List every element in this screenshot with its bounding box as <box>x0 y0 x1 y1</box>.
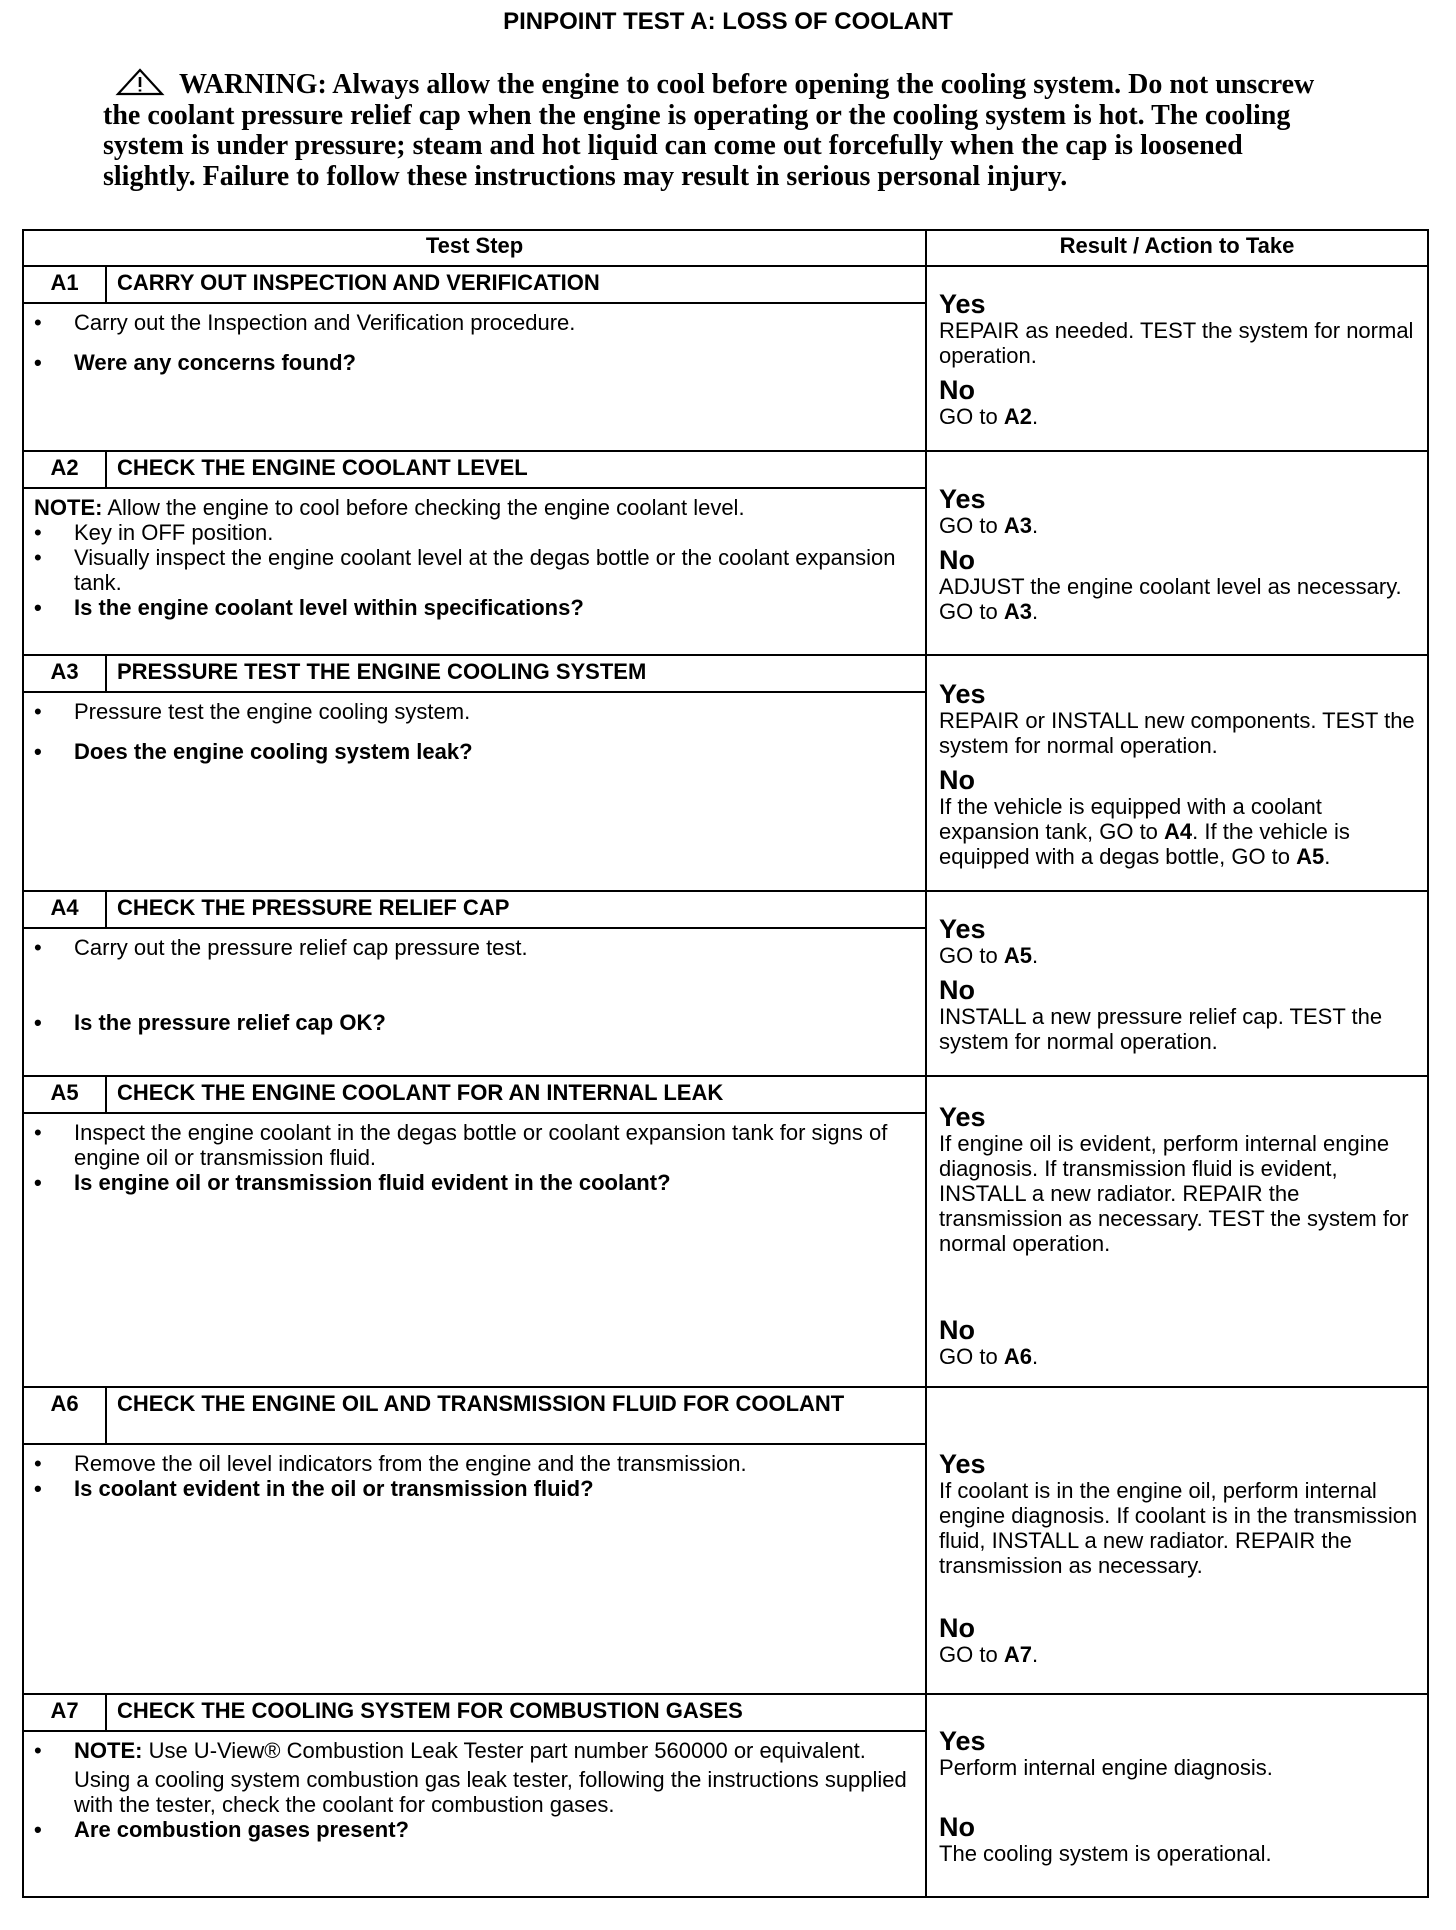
step-a4-body <box>23 928 926 1076</box>
step-title: CHECK THE ENGINE COOLANT LEVEL <box>106 451 926 488</box>
step-a3-result <box>926 655 1428 891</box>
step-a5-body <box>23 1113 926 1387</box>
step-question: • Is the pressure relief cap OK? <box>34 1010 913 1035</box>
step-code: A6 <box>23 1387 106 1444</box>
step-a7-result <box>926 1694 1428 1897</box>
step-a2-body <box>23 488 926 655</box>
step-note: NOTE: Allow the engine to cool before checking the engine coolant level. <box>34 495 745 520</box>
step-question: • Are combustion gases present? <box>34 1817 913 1842</box>
step-code: A2 <box>23 451 106 488</box>
step-title: CARRY OUT INSPECTION AND VERIFICATION <box>106 266 926 303</box>
step-title: CHECK THE PRESSURE RELIEF CAP <box>106 891 926 928</box>
yes-label: Yes <box>939 1726 986 1756</box>
list-item: • Carry out the Inspection and Verification procedure. <box>34 310 913 335</box>
step-a6-result <box>926 1387 1428 1694</box>
no-action: GO to A6. <box>939 1343 1039 1369</box>
pinpoint-test-table <box>22 229 1429 1898</box>
yes-action: If coolant is in the engine oil, perform internal engine diagnosis. If coolant is in the transmission fluid, INSTALL a new radiator. REPAIR the transmission as necessary. <box>939 1478 1418 1578</box>
header-result: Result / Action to Take <box>926 230 1428 266</box>
no-action: INSTALL a new pressure relief cap. TEST the system for normal operation. <box>939 1004 1383 1054</box>
no-label: No <box>939 375 976 405</box>
yes-label: Yes <box>939 1101 986 1132</box>
step-a4-title-row <box>23 891 1428 928</box>
step-title: CHECK THE ENGINE COOLANT FOR AN INTERNAL LEAK <box>106 1076 926 1113</box>
yes-action: If engine oil is evident, perform internal engine diagnosis. If transmission fluid is evident, INSTALL a new radiator. REPAIR the transmission as necessary. TEST the system for normal operation. <box>939 1130 1409 1256</box>
yes-action: REPAIR or INSTALL new components. TEST the system for normal operation. <box>939 707 1415 758</box>
no-label: No <box>939 975 976 1005</box>
list-item: • Remove the oil level indicators from the engine and the transmission. <box>34 1451 913 1476</box>
no-label: No <box>939 764 976 795</box>
step-code: A1 <box>23 266 106 303</box>
step-a7-title-row <box>23 1694 1428 1731</box>
step-title: PRESSURE TEST THE ENGINE COOLING SYSTEM <box>106 655 926 692</box>
step-a5-title-row <box>23 1076 1428 1113</box>
list-item: • Inspect the engine coolant in the degas bottle or coolant expansion tank for signs of engine oil or transmission fluid. <box>34 1120 913 1170</box>
step-code: A3 <box>23 655 106 692</box>
yes-label: Yes <box>939 1449 986 1479</box>
no-label: No <box>939 1314 976 1345</box>
no-action: ADJUST the engine coolant level as necessary. GO to A3. <box>939 573 1402 624</box>
step-question: • Were any concerns found? <box>34 350 913 375</box>
no-label: No <box>939 1812 976 1842</box>
table-header-row <box>23 230 1428 266</box>
yes-action: Perform internal engine diagnosis. <box>939 1755 1273 1780</box>
list-item: • Visually inspect the engine coolant level at the degas bottle or the coolant expansion tank. <box>34 545 913 595</box>
no-label: No <box>939 544 976 575</box>
list-item: • Carry out the pressure relief cap pressure test. <box>34 935 913 960</box>
yes-action: GO to A5. <box>939 943 1039 968</box>
yes-label: Yes <box>939 678 986 709</box>
no-action: If the vehicle is equipped with a coolant expansion tank, GO to A4. If the vehicle is equipped with a degas bottle, GO to A5. <box>939 793 1350 869</box>
step-title: CHECK THE COOLING SYSTEM FOR COMBUSTION GASES <box>106 1694 926 1731</box>
yes-label: Yes <box>939 483 986 514</box>
step-title: CHECK THE ENGINE OIL AND TRANSMISSION FLUID FOR COOLANT <box>106 1387 926 1444</box>
no-action: The cooling system is operational. <box>939 1841 1272 1866</box>
step-a1-result <box>926 266 1428 451</box>
step-question: • Does the engine cooling system leak? <box>34 739 913 764</box>
step-a6-body <box>23 1444 926 1694</box>
step-question: • Is engine oil or transmission fluid evident in the coolant? <box>34 1170 913 1195</box>
step-a2-title-row <box>23 451 1428 488</box>
step-note: • NOTE: Use U-View® Combustion Leak Tester part number 560000 or equivalent. <box>34 1738 913 1763</box>
step-code: A7 <box>23 1694 106 1731</box>
step-a2-result <box>926 451 1428 655</box>
step-a7-body <box>23 1731 926 1897</box>
page-title: PINPOINT TEST A: LOSS OF COOLANT <box>503 8 953 35</box>
list-item: • Key in OFF position. <box>34 520 913 545</box>
step-a1-body <box>23 303 926 451</box>
yes-label: Yes <box>939 914 986 944</box>
no-label: No <box>939 1613 976 1643</box>
warning-triangle-icon <box>115 68 165 96</box>
no-action: GO to A2. <box>939 404 1039 429</box>
header-test-step: Test Step <box>23 230 926 266</box>
step-a4-result <box>926 891 1428 1076</box>
step-a1-title-row <box>23 266 1428 303</box>
step-instruction: Using a cooling system combustion gas leak tester, following the instructions supplied with the tester, check the coolant for combustion gases. <box>74 1767 907 1817</box>
step-a6-title-row <box>23 1387 1428 1444</box>
step-code: A5 <box>23 1076 106 1113</box>
no-action: GO to A7. <box>939 1642 1039 1667</box>
step-question: • Is coolant evident in the oil or transmission fluid? <box>34 1476 913 1501</box>
yes-label: Yes <box>939 289 986 319</box>
yes-action: GO to A3. <box>939 512 1039 538</box>
step-a3-body <box>23 692 926 891</box>
list-item: • Pressure test the engine cooling system. <box>34 699 913 724</box>
warning-text: WARNING: Always allow the engine to cool before opening the cooling system. Do not unscrew the coolant pressure relief cap when the engine is operating or the cooling system is hot. The cooling system is under pressure; steam and hot liquid can come out forcefully when the cap is loosened slightly. Failure to follow these instructions may result in serious personal injury. <box>103 69 1315 192</box>
step-a5-result <box>926 1076 1428 1387</box>
step-code: A4 <box>23 891 106 928</box>
step-a3-title-row <box>23 655 1428 692</box>
yes-action: REPAIR as needed. TEST the system for normal operation. <box>939 318 1414 368</box>
warning-paragraph <box>103 68 1333 192</box>
step-question: • Is the engine coolant level within specifications? <box>34 595 913 620</box>
